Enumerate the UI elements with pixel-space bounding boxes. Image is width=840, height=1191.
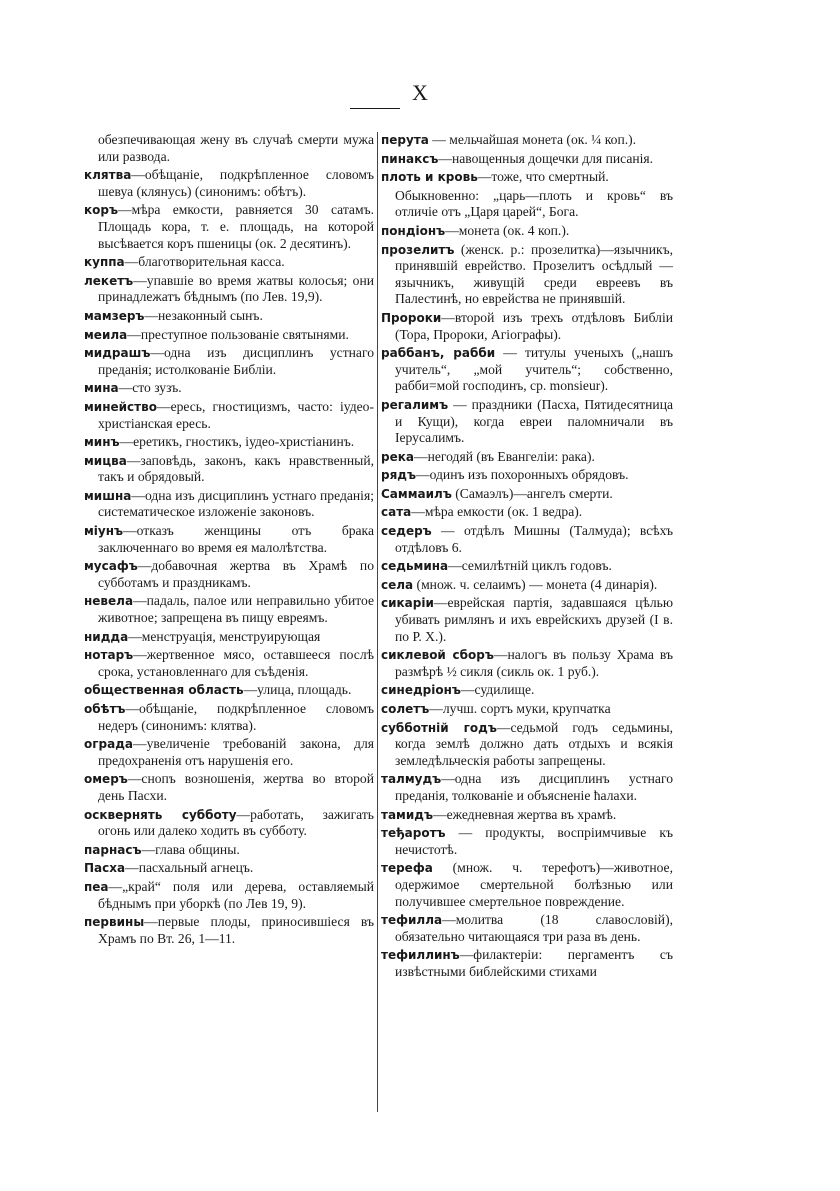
entry-term: куппа [84, 255, 125, 270]
dictionary-entry [84, 488, 374, 521]
entry-definition: — продукты, воспріимчивые къ нечистотѣ. [395, 825, 673, 857]
entry-definition: —молитва (18 славословій), обязательно читающаяся три раза въ день. [395, 912, 673, 944]
header-rule [350, 108, 400, 109]
entry-definition: —сто зузъ. [118, 380, 182, 396]
dictionary-entry [381, 807, 673, 824]
entry-definition: (множ. ч. селаимъ) — монета (4 динарія). [413, 576, 658, 592]
entry-term: раббанъ, рабби [381, 346, 496, 361]
entry-term: села [381, 577, 414, 592]
entry-term: минъ [84, 435, 120, 450]
entry-definition: —судилище. [460, 682, 535, 698]
dictionary-entry [84, 327, 374, 344]
right-column [381, 132, 673, 983]
entry-definition: — праздники (Пасха, Пятидесятница и Кущи), когда евреи паломничали въ Іерусалимъ. [395, 396, 673, 446]
entry-definition: —снопъ возношенія, жертва во второй день Пасхи. [98, 771, 374, 803]
entry-term: ограда [84, 737, 133, 752]
dictionary-entry [84, 860, 374, 877]
dictionary-entry [381, 169, 673, 186]
entry-definition: —еретикъ, гностикъ, іудео-христіанинъ. [119, 434, 355, 450]
dictionary-entry [84, 167, 374, 200]
dictionary-entry [381, 771, 673, 804]
dictionary-entry [84, 202, 374, 252]
dictionary-entry [381, 132, 673, 149]
entry-definition: (женск. р.: прозелитка)—язычникъ, принявшій еврейство. Прозелитъ осѣдлый — язычникъ, живущій среди евреевъ въ Палестинѣ, но еврейства не принявшій. [395, 241, 673, 307]
dictionary-entry [381, 188, 673, 221]
dictionary-entry [381, 151, 673, 168]
dictionary-entry [84, 523, 374, 556]
entry-definition: —навощенныя дощечки для писанія. [438, 150, 654, 166]
entry-term: сата [381, 505, 412, 520]
entry-term: парнасъ [84, 842, 142, 857]
dictionary-entry [84, 558, 374, 591]
entry-term: мусафъ [84, 559, 138, 574]
entry-definition: —тоже, что смертный. [477, 169, 609, 185]
entry-term: минейство [84, 399, 157, 414]
entry-definition: —упавшіе во время жатвы колосья; они принадлежатъ бѣднымъ (по Лев. 19,9). [98, 272, 374, 305]
entry-definition: —одна изъ дисциплинъ устнаго преданія; истолкованіе Библіи. [98, 345, 374, 377]
entry-term: регалимъ [381, 397, 449, 412]
entry-term: мина [84, 381, 119, 396]
entry-definition: (Самаэлъ)—ангелъ смерти. [451, 485, 613, 501]
entry-term: омеръ [84, 772, 128, 787]
dictionary-entry [381, 486, 673, 503]
entry-definition: —налогъ въ пользу Храма въ размѣрѣ ½ сикля (сикль ок. 1 руб.). [395, 647, 673, 679]
entry-term: пинаксъ [381, 151, 439, 166]
dictionary-entry [84, 380, 374, 397]
entry-definition: — отдѣлъ Мишны (Талмуда); всѣхъ отдѣловъ 6. [395, 523, 673, 555]
dictionary-entry [381, 577, 673, 594]
dictionary-entry [84, 593, 374, 626]
entry-definition: —филактеріи: пергаментъ съ извѣстными библейскими стихами [395, 947, 673, 979]
entry-term: невела [84, 594, 134, 609]
entry-term: мидрашъ [84, 346, 151, 361]
entry-term: синедріонъ [381, 683, 461, 698]
entry-term: теђаротъ [381, 826, 446, 841]
entry-term: обѣтъ [84, 702, 126, 716]
entry-term: тефилла [381, 913, 443, 928]
entry-definition: —благотворительная касса. [124, 254, 285, 270]
entry-term: лекетъ [84, 273, 134, 288]
dictionary-entry [381, 397, 673, 447]
entry-term: рядъ [381, 468, 417, 483]
entry-definition: (множ. ч. терефотъ)—животное, одержимое смертельной болѣзнью или получившее смертельное повреждение. [395, 860, 673, 909]
entry-definition: —увеличеніе требованій закона, для предохраненія отъ нарушенія его. [98, 736, 374, 768]
entry-definition: — титулы ученыхъ („нашъ учитель“, „мой учитель“; собственно, рабби=мой господинъ, ср. monsieur). [395, 345, 673, 394]
dictionary-entry [84, 701, 374, 734]
entry-definition: —работать, зажигать огонь или далеко ходить въ субботу. [98, 806, 374, 839]
entry-term: субботній годъ [381, 720, 497, 735]
entry-term: нотаръ [84, 648, 134, 663]
entry-definition: —глава общины. [141, 841, 240, 857]
dictionary-entry [84, 345, 374, 378]
entry-definition: —мѣра емкости (ок. 1 ведра). [411, 504, 583, 520]
entry-definition: —добавочная жертва въ Храмѣ по субботамъ и праздникамъ. [98, 558, 374, 590]
entry-term: Саммаилъ [381, 486, 452, 501]
dictionary-entry [381, 467, 673, 484]
dictionary-entry [84, 308, 374, 325]
dictionary-entry [84, 132, 374, 165]
entry-definition: —обѣщаніе, подкрѣпленное словомъ недеръ (синонимъ: клятва). [98, 701, 374, 733]
entry-term: общественная область [84, 683, 244, 698]
dictionary-entry [84, 647, 374, 680]
entry-term: терефа [381, 861, 433, 876]
dictionary-entry [84, 453, 374, 486]
entry-definition: —монета (ок. 4 коп.). [445, 222, 570, 238]
dictionary-entry [381, 682, 673, 699]
dictionary-entry [381, 947, 673, 980]
entry-term: сиклевой сборъ [381, 648, 494, 663]
dictionary-entry [84, 842, 374, 859]
entry-definition: —жертвенное мясо, оставшееся послѣ срока, установленнаго для съѣденія. [98, 647, 374, 679]
dictionary-entry [381, 647, 673, 680]
entry-term: пондіонъ [381, 223, 446, 238]
dictionary-entry [381, 558, 673, 575]
entry-definition: —пасхальный агнецъ. [125, 860, 254, 876]
entry-term: Пасха [84, 861, 126, 876]
entry-definition: —одинъ изъ похоронныхъ обрядовъ. [416, 467, 629, 483]
entry-term: клятва [84, 168, 132, 183]
dictionary-entry [84, 629, 374, 646]
entry-definition: —незаконный сынъ. [144, 307, 263, 323]
entry-term: мишна [84, 488, 132, 503]
dictionary-entry [84, 254, 374, 271]
entry-term: мамзеръ [84, 308, 145, 323]
dictionary-entry [84, 273, 374, 306]
left-column [84, 132, 374, 949]
entry-definition: —негодяй (въ Евангеліи: рака). [413, 448, 595, 464]
entry-definition: обезпечивающая жену въ случаѣ смерти мужа или развода. [98, 132, 374, 164]
dictionary-entry [84, 434, 374, 451]
dictionary-entry [381, 825, 673, 858]
entry-term: мицва [84, 453, 127, 468]
entry-definition: —лучш. сортъ муки, крупчатка [429, 701, 611, 716]
entry-definition: —седьмой годъ седьмины, когда землѣ должно дать отдыхъ и всякія земледѣльческія работы запрещены. [395, 719, 673, 768]
entry-definition: —еврейская партія, задавшаяся цѣлью убивать римлянъ и ихъ еврейскихъ друзей (I в. по Р. Х.). [395, 595, 673, 644]
dictionary-entry [381, 595, 673, 645]
entry-definition: Обыкновенно: „царь—плоть и кровь“ въ отличіе отъ „Царя царей“, Бога. [395, 187, 673, 220]
dictionary-entry [84, 879, 374, 912]
entry-definition: —семилѣтній циклъ годовъ. [448, 558, 612, 574]
entry-term: осквернять субботу [84, 807, 237, 822]
dictionary-entry [381, 523, 673, 556]
dictionary-entry [84, 736, 374, 769]
dictionary-entry [381, 912, 673, 945]
dictionary-entry [381, 449, 673, 466]
column-divider [377, 132, 378, 1112]
entry-definition: — мельчайшая монета (ок. ¼ коп.). [428, 132, 637, 147]
entry-definition: —падаль, палое или неправильно убитое животное; запрещена въ пищу евреямъ. [98, 593, 374, 626]
entry-definition: —первые плоды, приносившіеся въ Храмъ по Вт. 26, 1—11. [98, 914, 374, 946]
entry-term: солетъ [381, 702, 430, 716]
entry-definition: —отказъ женщины отъ брака заключеннаго во время ея малолѣтства. [98, 523, 374, 555]
entry-definition: —менструація, менструирующая [128, 628, 321, 644]
dictionary-entry [381, 345, 673, 395]
dictionary-entry [381, 504, 673, 521]
entry-definition: —ересь, гностицизмъ, часто: іудео-христіанская ересь. [98, 398, 374, 431]
dictionary-entry [381, 720, 673, 770]
entry-definition: —преступное пользованіе святынями. [127, 326, 349, 342]
dictionary-entry [381, 223, 673, 240]
dictionary-entry [84, 914, 374, 947]
dictionary-entry [84, 771, 374, 804]
entry-term: тамидъ [381, 807, 433, 822]
entry-definition: —заповѣдь, законъ, какъ нравственный, такъ и обрядовый. [98, 452, 374, 485]
entry-term: перута [381, 133, 429, 147]
entry-term: прозелитъ [381, 242, 455, 257]
entry-definition: —второй изъ трехъ отдѣловъ Библіи (Тора, Пророки, Агіографы). [395, 309, 673, 342]
dictionary-entry [381, 701, 673, 718]
dictionary-entry [84, 399, 374, 432]
entry-term: седеръ [381, 524, 432, 539]
dictionary-entry [381, 310, 673, 343]
page-number: X [412, 80, 428, 105]
entry-term: первины [84, 915, 145, 930]
dictionary-entry [381, 242, 673, 308]
entry-term: сикаріи [381, 596, 434, 611]
entry-term: тефиллинъ [381, 948, 460, 963]
entry-definition: —одна изъ дисциплинъ устнаго преданія, толкованіе и объясненіе ћалахи. [395, 771, 673, 803]
dictionary-entry [84, 807, 374, 840]
entry-term: река [381, 449, 414, 464]
entry-definition: —мѣра емкости, равняется 30 сатамъ. Площадь кора, т. е. площадь, на которой высѣвается коръ пшеницы (ок. 2 десятинъ). [98, 202, 374, 251]
entry-definition: —улица, площадь. [243, 682, 352, 698]
entry-term: Пророки [381, 310, 442, 325]
entry-definition: —ежедневная жертва въ храмѣ. [432, 806, 617, 822]
entry-term: коръ [84, 203, 118, 218]
entry-term: талмудъ [381, 772, 442, 787]
entry-term: пеа [84, 879, 109, 894]
dictionary-entry [381, 860, 673, 910]
entry-definition: —обѣщаніе, подкрѣпленное словомъ шевуа (клянусь) (синонимъ: обѣтъ). [98, 167, 374, 199]
entry-term: міунъ [84, 524, 124, 539]
entry-term: седьмина [381, 559, 449, 574]
entry-term: нидда [84, 629, 129, 644]
entry-definition: —одна изъ дисциплинъ устнаго преданія; систематическое изложеніе законовъ. [98, 487, 374, 520]
dictionary-entry [84, 682, 374, 699]
entry-term: плоть и кровь [381, 170, 478, 185]
entry-definition: —„край“ поля или дерева, оставляемый бѣднымъ при уборкѣ (по Лев 19, 9). [98, 878, 374, 911]
entry-term: меила [84, 327, 128, 342]
